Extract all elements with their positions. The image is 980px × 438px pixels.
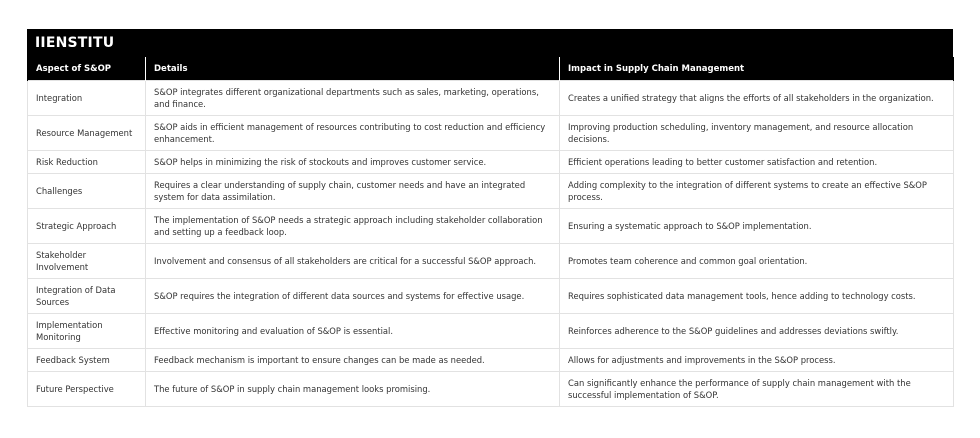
impact-cell: Requires sophisticated data management tools, hence adding to technology costs. bbox=[560, 279, 954, 314]
aspect-cell: Integration of Data Sources bbox=[28, 279, 146, 314]
aspect-cell: Future Perspective bbox=[28, 372, 146, 407]
impact-cell: Reinforces adherence to the S&OP guidelines and addresses deviations swiftly. bbox=[560, 314, 954, 349]
aspect-cell: Resource Management bbox=[28, 116, 146, 151]
header-row bbox=[28, 57, 954, 81]
impact-cell: Can significantly enhance the performance of supply chain management with the successful implementation of S&OP. bbox=[560, 372, 954, 407]
impact-cell: Ensuring a systematic approach to S&OP implementation. bbox=[560, 209, 954, 244]
table-row bbox=[28, 244, 954, 279]
details-cell: Requires a clear understanding of supply chain, customer needs and have an integrated system for data assimilation. bbox=[146, 174, 560, 209]
details-cell: S&OP requires the integration of different data sources and systems for effective usage. bbox=[146, 279, 560, 314]
details-cell: S&OP integrates different organizational departments such as sales, marketing, operations, and finance. bbox=[146, 81, 560, 116]
brand-header bbox=[27, 29, 953, 57]
table-row bbox=[28, 279, 954, 314]
sop-table bbox=[27, 57, 954, 407]
details-cell: The implementation of S&OP needs a strategic approach including stakeholder collaboration and setting up a feedback loop. bbox=[146, 209, 560, 244]
table-row bbox=[28, 372, 954, 407]
impact-cell: Adding complexity to the integration of different systems to create an effective S&OP process. bbox=[560, 174, 954, 209]
details-cell: S&OP helps in minimizing the risk of stockouts and improves customer service. bbox=[146, 151, 560, 174]
details-cell: Feedback mechanism is important to ensure changes can be made as needed. bbox=[146, 349, 560, 372]
table-row bbox=[28, 151, 954, 174]
table-row bbox=[28, 314, 954, 349]
aspect-cell: Implementation Monitoring bbox=[28, 314, 146, 349]
table-row bbox=[28, 81, 954, 116]
aspect-cell: Risk Reduction bbox=[28, 151, 146, 174]
brand-logo: IIENSTITU bbox=[35, 35, 115, 51]
aspect-cell: Integration bbox=[28, 81, 146, 116]
details-cell: Involvement and consensus of all stakeholders are critical for a successful S&OP approach. bbox=[146, 244, 560, 279]
impact-cell: Improving production scheduling, inventory management, and resource allocation decisions. bbox=[560, 116, 954, 151]
column-header-details: Details bbox=[146, 57, 560, 81]
details-cell: The future of S&OP in supply chain management looks promising. bbox=[146, 372, 560, 407]
impact-cell: Promotes team coherence and common goal orientation. bbox=[560, 244, 954, 279]
aspect-cell: Stakeholder Involvement bbox=[28, 244, 146, 279]
impact-cell: Allows for adjustments and improvements in the S&OP process. bbox=[560, 349, 954, 372]
aspect-cell: Challenges bbox=[28, 174, 146, 209]
table-row bbox=[28, 116, 954, 151]
table-container bbox=[27, 29, 953, 407]
details-cell: Effective monitoring and evaluation of S&OP is essential. bbox=[146, 314, 560, 349]
column-header-impact: Impact in Supply Chain Management bbox=[560, 57, 954, 81]
aspect-cell: Strategic Approach bbox=[28, 209, 146, 244]
impact-cell: Creates a unified strategy that aligns the efforts of all stakeholders in the organization. bbox=[560, 81, 954, 116]
details-cell: S&OP aids in efficient management of resources contributing to cost reduction and efficiency enhancement. bbox=[146, 116, 560, 151]
column-header-aspect: Aspect of S&OP bbox=[28, 57, 146, 81]
table-row bbox=[28, 209, 954, 244]
table-row bbox=[28, 174, 954, 209]
aspect-cell: Feedback System bbox=[28, 349, 146, 372]
table-row bbox=[28, 349, 954, 372]
impact-cell: Efficient operations leading to better customer satisfaction and retention. bbox=[560, 151, 954, 174]
